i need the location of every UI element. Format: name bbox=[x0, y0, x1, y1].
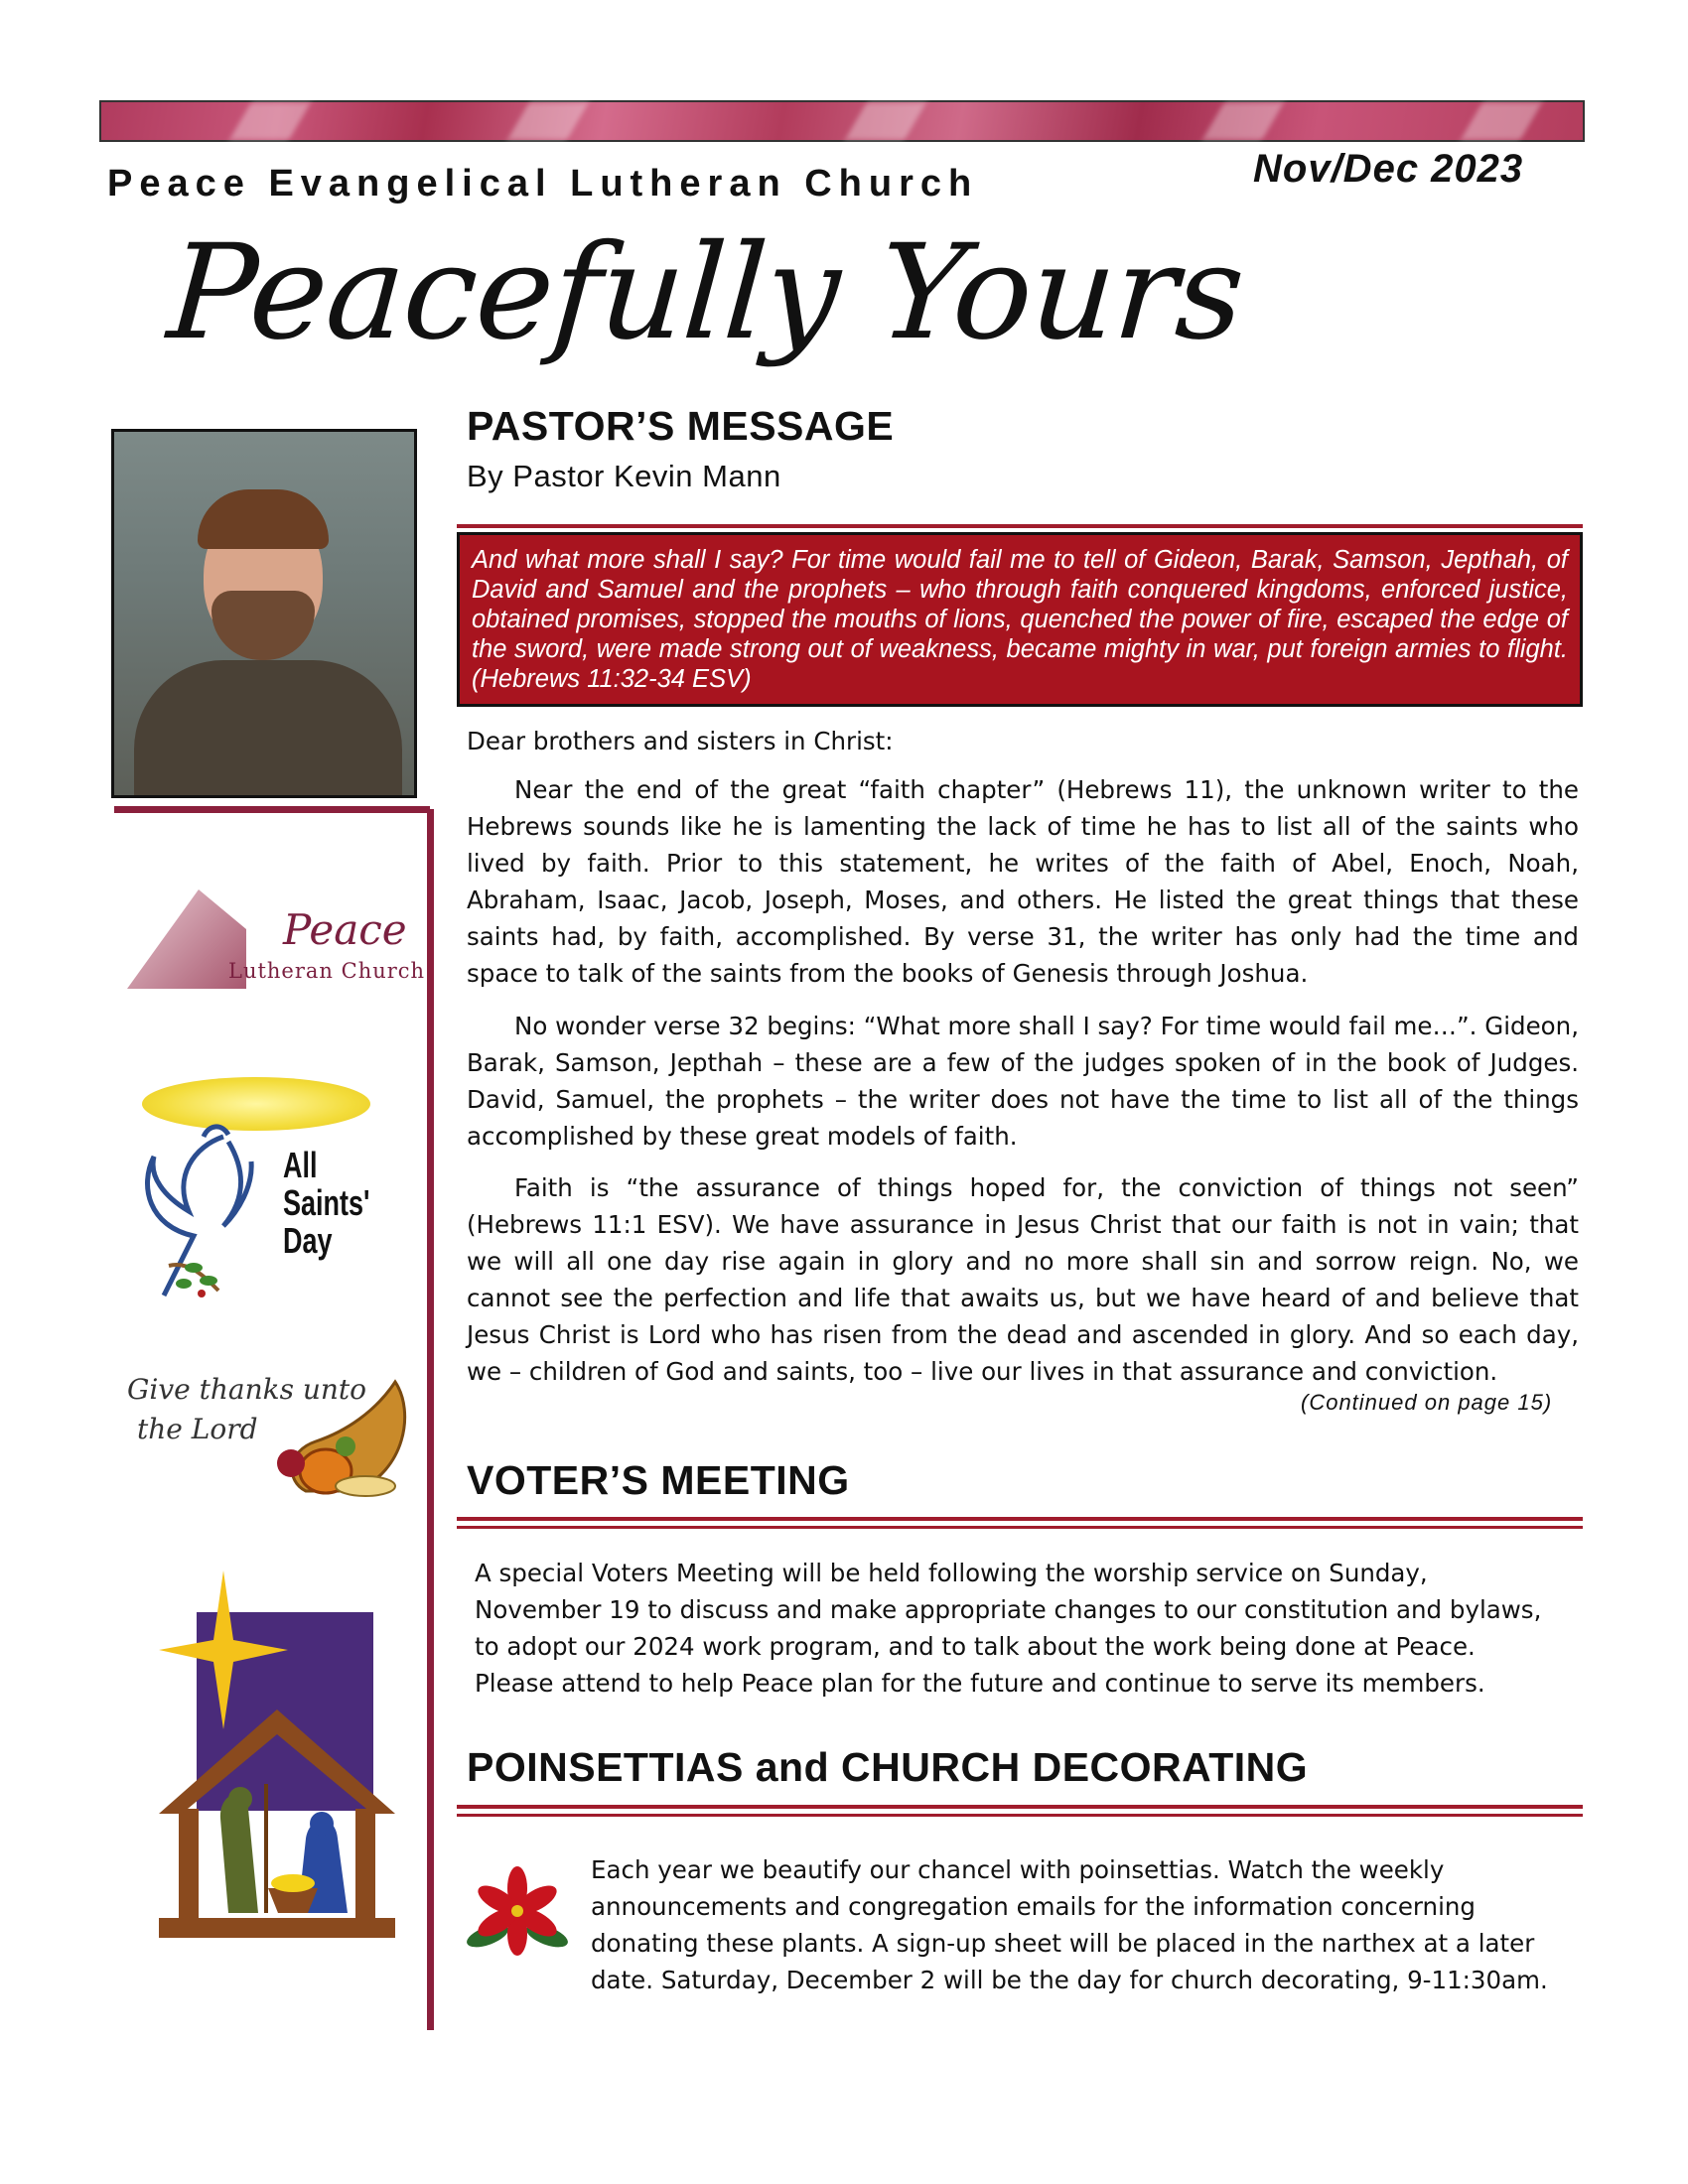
all-saints-line3: Day bbox=[283, 1220, 333, 1261]
poinsettias-title: POINSETTIAS and CHURCH DECORATING bbox=[467, 1744, 1309, 1790]
poinsettias-divider bbox=[457, 1805, 1583, 1817]
voters-meeting-text: A special Voters Meeting will be held following the worship service on Sunday, November 19 to discuss and make appropriate changes to our constitution and bylaws, to adopt our 2024 work program, and to talk about the work being done at Peace. Please attend to help Peace plan for the future and continue to serve its members. bbox=[475, 1559, 1542, 1698]
dove-icon bbox=[134, 1117, 293, 1305]
scripture-top-rule bbox=[457, 524, 1583, 528]
sidebar-divider bbox=[114, 806, 430, 813]
header-banner bbox=[99, 100, 1585, 142]
pastor-paragraph-3: Faith is “the assurance of things hoped for, the conviction of things not seen” (Hebrews 11:1 ESV). We have assurance in Jesus Christ that our faith is not in vain; that we will all one day rise again in glory and no more shall sin and sorrow reign. No, we cannot see the perfection and life that awaits us, but we have heard of and believe that Jesus Christ is Lord who has risen from the dead and ascended in glory. And so each day, we – children of God and saints, too – live our lives in that assurance and conviction. bbox=[467, 1173, 1579, 1386]
pastor-byline: By Pastor Kevin Mann bbox=[467, 459, 781, 493]
all-saints-line2: Saints' bbox=[283, 1182, 370, 1223]
voters-divider bbox=[457, 1517, 1583, 1529]
issue-date: Nov/Dec 2023 bbox=[1253, 147, 1524, 191]
pastor-paragraph-2: No wonder verse 32 begins: “What more shall I say? For time would fail me…”. Gideon, Barak, Samson, Jepthah – these are a few of the judges spoken of in the book of Judges. David, Samuel, the prophets – the writer does not have the time to list all of the things accomplished by these great models of faith. bbox=[467, 1012, 1579, 1151]
church-name: Peace Evangelical Lutheran Church bbox=[107, 163, 979, 205]
give-thanks-line2: the Lord bbox=[137, 1413, 258, 1445]
masthead-title: Peacefully Yours bbox=[163, 216, 1248, 369]
give-thanks-line1: Give thanks unto bbox=[127, 1373, 367, 1406]
pastors-message-title: PASTOR’S MESSAGE bbox=[467, 403, 895, 449]
give-thanks-graphic bbox=[127, 1352, 415, 1521]
peace-lutheran-logo bbox=[119, 884, 426, 993]
scripture-quote-box: And what more shall I say? For time would fail me to tell of Gideon, Barak, Samson, Jepthah, of David and Samuel and the prophets – who through faith conquered kingdoms, enforced justice, obtained promises, stopped the mouths of lions, quenched the power of fire, escaped the edge of the sword, were made strong out of weakness, became mighty in war, put foreign armies to flight. (Hebrews 11:32-34 ESV) bbox=[457, 532, 1583, 707]
all-saints-text bbox=[283, 1147, 369, 1260]
sidebar-vertical-rule bbox=[427, 809, 434, 2030]
pastor-paragraph-1: Near the end of the great “faith chapter” (Hebrews 11), the unknown writer to the Hebrews sounds like he is lamenting the lack of time he has to list all of the saints who lived by faith. Prior to this statement, he writes of the faith of Abel, Enoch, Noah, Abraham, Isaac, Jacob, Joseph, Moses, and others. He listed the great things that these saints had, by faith, accomplished. By verse 31, the writer has only had the time and space to talk of the saints from the books of Genesis through Joshua. bbox=[467, 775, 1579, 988]
nativity-graphic bbox=[149, 1570, 405, 1948]
logo-subtitle: Lutheran Church bbox=[228, 959, 426, 983]
continued-note: (Continued on page 15) bbox=[1301, 1390, 1553, 1415]
letter-greeting: Dear brothers and sisters in Christ: bbox=[467, 727, 894, 755]
poinsettias-text: Each year we beautify our chancel with poinsettias. Watch the weekly announcements and congregation emails for the information concerning donating these plants. A sign-up sheet will be placed in the narthex at a later date. Saturday, December 2 will be the day for church decorating, 9-11:30am. bbox=[591, 1855, 1548, 1994]
pastor-photo bbox=[111, 429, 417, 798]
logo-word: Peace bbox=[283, 905, 407, 954]
poinsettia-icon bbox=[463, 1866, 572, 1966]
voters-meeting-title: VOTER’S MEETING bbox=[467, 1457, 850, 1503]
all-saints-line1: All bbox=[283, 1145, 318, 1185]
cornucopia-icon bbox=[246, 1372, 415, 1511]
all-saints-day-graphic bbox=[134, 1067, 382, 1300]
